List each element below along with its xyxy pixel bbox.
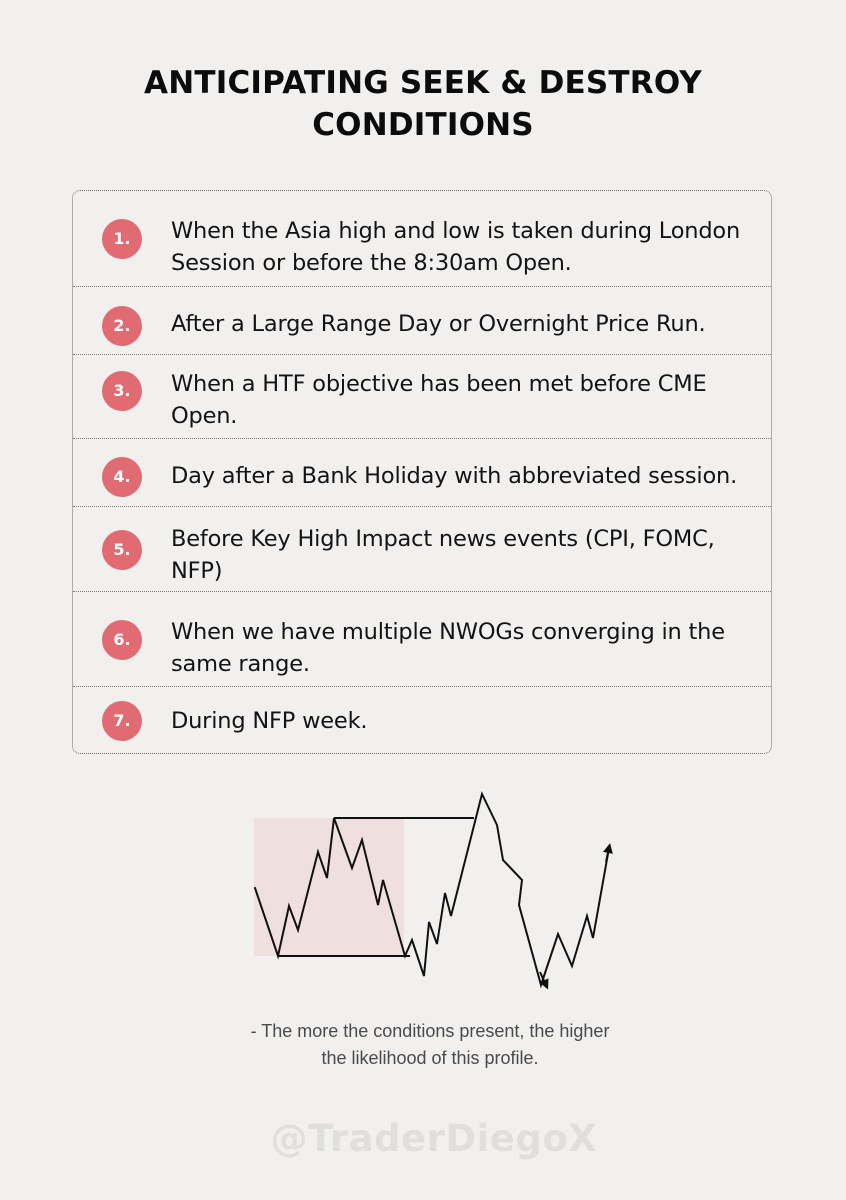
item-number-badge: 1. [102,219,142,259]
item-text: Day after a Bank Holiday with abbreviated session. [171,463,738,489]
item-text: After a Large Range Day or Overnight Price Run. [171,311,706,337]
caption [0,1018,846,1072]
item-number-badge: 2. [102,306,142,346]
item-text: During NFP week. [171,708,368,734]
title-line-1: ANTICIPATING SEEK & DESTROY [144,65,702,101]
author-watermark: @TraderDiegoX [270,1117,598,1160]
item-number-badge: 4. [102,457,142,497]
caption-line-2: the likelihood of this profile. [321,1048,539,1068]
item-text: Before Key High Impact news events (CPI, FOMC, NFP) [171,526,715,584]
title-line-2: CONDITIONS [312,107,534,143]
item-text: When we have multiple NWOGs converging in the same range. [171,619,725,677]
item-number-badge: 7. [102,701,142,741]
item-number-badge: 3. [102,371,142,411]
item-text: When a HTF objective has been met before CME Open. [171,371,707,429]
item-number-badge: 6. [102,620,142,660]
item-text: When the Asia high and low is taken during London Session or before the 8:30am Open. [171,218,741,276]
caption-line-1: - The more the conditions present, the higher [250,1021,610,1041]
item-number-badge: 5. [102,530,142,570]
